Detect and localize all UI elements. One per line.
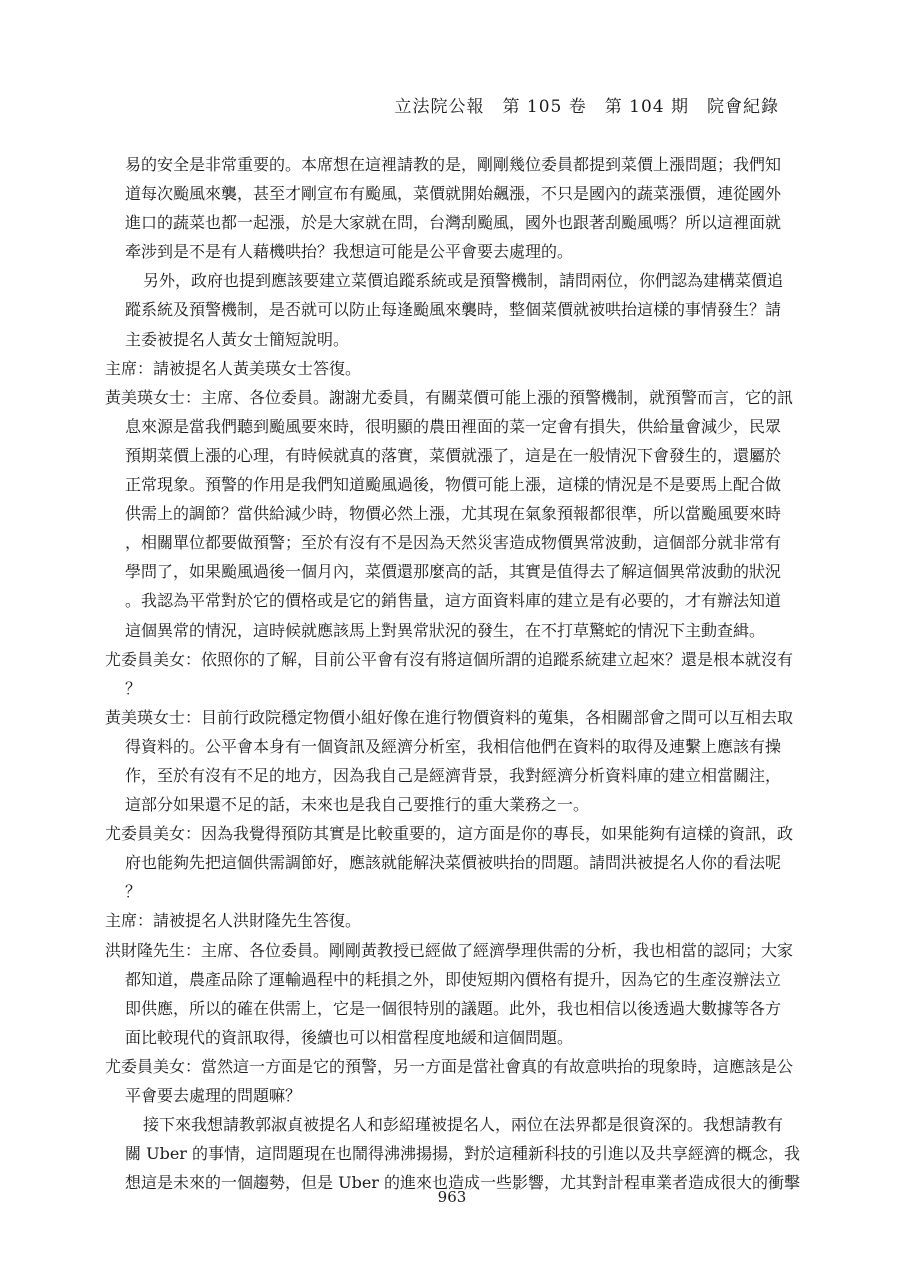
text-line: 。我認為平常對於它的價格或是它的銷售量，這方面資料庫的建立是有必要的，才有辦法知道: [125, 591, 782, 611]
text-line: 作，至於有沒有不足的地方，因為我自己是經濟背景，我對經濟分析資料庫的建立相當關注，: [125, 765, 782, 785]
text-line: 進口的蔬菜也都一起漲，於是大家就在問，台灣刮颱風，國外也跟著刮颱風嗎？所以這裡面就: [125, 213, 782, 233]
speaker-line: 主席：請被提名人洪財隆先生答復。: [105, 911, 362, 931]
text-line: 息來源是當我們聽到颱風要來時，很明顯的農田裡面的菜一定會有損失，供給量會減少，民眾: [125, 416, 782, 436]
speaker-line: 黃美瑛女士：主席、各位委員。謝謝尤委員，有關菜價可能上漲的預警機制，就預警而言，它的訊: [105, 387, 794, 407]
text-line: 這部分如果還不足的話，未來也是我自己要推行的重大業務之一。: [125, 795, 590, 815]
text-line: 這個異常的情況，這時候就應該馬上對異常狀況的發生，在不打草驚蛇的情況下主動查緝。: [125, 620, 766, 640]
speaker-line: 主席：請被提名人黃美瑛女士答復。: [105, 358, 362, 378]
text-line: 得資料的。公平會本身有一個資訊及經濟分析室，我相信他們在資料的取得及連繫上應該有操: [125, 736, 782, 756]
speaker-line: 洪財隆先生：主席、各位委員。剛剛黃教授已經做了經濟學理供需的分析，我也相當的認同；大家: [105, 940, 794, 960]
text-line: 即供應，所以的確在供需上，它是一個很特別的議題。此外，我也相信以後透過大數據等各方: [125, 998, 782, 1018]
text-line: 正常現象。預警的作用是我們知道颱風過後，物價可能上漲，這樣的情況是不是要馬上配合做: [125, 475, 782, 495]
speaker-line: 尤委員美女：因為我覺得預防其實是比較重要的，這方面是你的專長，如果能夠有這樣的資訊，政: [105, 824, 794, 844]
page-number: 963: [437, 1188, 467, 1206]
text-line: ？: [125, 882, 142, 902]
text-line: 接下來我想請教郭淑貞被提名人和彭紹瑾被提名人，兩位在法界都是很資深的。我想請教有: [143, 1115, 784, 1135]
speaker-line: 黃美瑛女士：目前行政院穩定物價小組好像在進行物價資料的蒐集，各相關部會之間可以互相去取: [105, 707, 794, 727]
gazette-header: 立法院公報 第 105 卷 第 104 期 院會紀錄: [394, 97, 779, 117]
text-line: 學問了，如果颱風過後一個月內，菜價還那麼高的話，其實是值得去了解這個異常波動的狀況: [125, 562, 782, 582]
text-line: 關 Uber 的事情，這問題現在也鬧得沸沸揚揚，對於這種新科技的引進以及共享經濟的概念，我: [125, 1144, 801, 1164]
text-line: 面比較現代的資訊取得，後續也可以相當程度地緩和這個問題。: [125, 1027, 574, 1047]
text-line: 易的安全是非常重要的。本席想在這裡請教的是，剛剛幾位委員都提到菜價上漲問題；我們知: [125, 155, 782, 174]
text-line: 都知道，農產品除了運輸過程中的耗損之外，即使短期內價格有提升，因為它的生產沒辦法立: [125, 969, 782, 989]
text-line: 主委被提名人黃女士簡短說明。: [125, 329, 350, 349]
text-line: 預期菜價上漲的心理，有時候就真的落實，菜價就漲了，這是在一般情況下會發生的，還屬於: [125, 445, 782, 465]
text-line: 牽涉到是不是有人藉機哄抬？我想這可能是公平會要去處理的。: [125, 242, 574, 262]
speaker-line: 尤委員美女：依照你的了解，目前公平會有沒有將這個所謂的追蹤系統建立起來？還是根本就沒有: [105, 649, 794, 669]
text-line: 府也能夠先把這個供需調節好，應該就能解決菜價被哄抬的問題。請問洪被提名人你的看法呢: [125, 853, 782, 873]
speaker-line: 尤委員美女：當然這一方面是它的預警，另一方面是當社會真的有故意哄抬的現象時，這應該是公: [105, 1056, 794, 1076]
text-line: 想這是未來的一個趨勢，但是 Uber 的進來也造成一些影響，尤其對計程車業者造成很大的衝擊: [125, 1173, 801, 1193]
text-line: 供需上的調節？當供給減少時，物價必然上漲，尤其現在氣象預報都很準，所以當颱風要來時: [125, 504, 782, 524]
body-text: [105, 150, 805, 1197]
text-line: 另外，政府也提到應該要建立菜價追蹤系統或是預警機制，請問兩位，你們認為建構菜價追: [143, 271, 784, 291]
text-line: 平會要去處理的問題嘛？: [125, 1086, 302, 1105]
text-line: ？: [125, 678, 142, 698]
text-line: 蹤系統及預警機制，是否就可以防止每逢颱風來襲時，整個菜價就被哄抬這樣的事情發生？請: [125, 300, 782, 320]
text-line: ，相關單位都要做預警；至於有沒有不是因為天然災害造成物價異常波動，這個部分就非常有: [125, 533, 782, 553]
text-line: 道每次颱風來襲，甚至才剛宣布有颱風，菜價就開始飆漲，不只是國內的蔬菜漲價，連從國外: [125, 184, 782, 204]
